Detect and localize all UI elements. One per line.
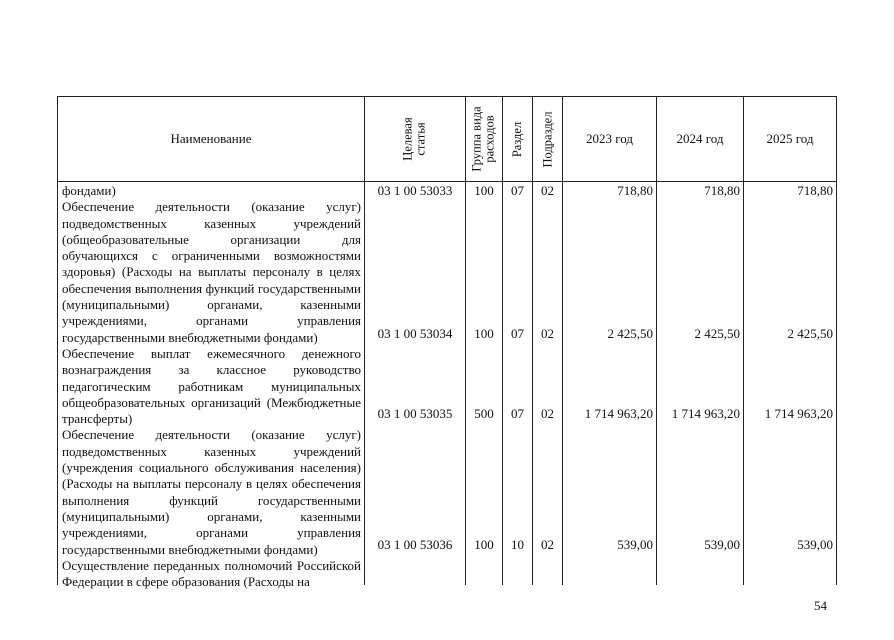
header-subsection xyxy=(533,97,562,181)
row2-2025: 2 425,50 xyxy=(787,326,833,341)
row2-section: 07 xyxy=(511,326,524,341)
row3-section: 07 xyxy=(511,406,524,421)
row4-target: 03 1 00 53036 xyxy=(377,537,453,552)
header-section-label: Раздел xyxy=(510,121,525,157)
row3-2025: 1 714 963,20 xyxy=(764,406,833,421)
header-name-label: Наименование xyxy=(170,131,252,146)
header-name xyxy=(58,97,364,181)
header-2024-label: 2024 год xyxy=(676,131,724,146)
header-group-label: Группа вида расходов xyxy=(470,106,498,172)
row1-2025: 718,80 xyxy=(797,183,833,198)
row2-2023: 2 425,50 xyxy=(607,326,653,341)
row1-section: 07 xyxy=(511,183,524,198)
header-section xyxy=(503,97,532,181)
header-target xyxy=(365,97,465,181)
budget-table xyxy=(57,96,837,590)
row4-2024: 539,00 xyxy=(704,537,740,552)
row3-group: 500 xyxy=(474,406,494,421)
row3-subsection: 02 xyxy=(541,406,554,421)
row3-2023: 1 714 963,20 xyxy=(584,406,653,421)
row1-group: 100 xyxy=(474,183,494,198)
header-2023 xyxy=(563,97,656,181)
row3-target: 03 1 00 53035 xyxy=(377,406,453,421)
header-subsection-label: Подраздел xyxy=(540,111,554,167)
row1-subsection: 02 xyxy=(541,183,554,198)
row2-subsection: 02 xyxy=(541,326,554,341)
row2-target: 03 1 00 53034 xyxy=(377,326,453,341)
header-target-label: Целевая статья xyxy=(401,117,428,161)
row3-2024: 1 714 963,20 xyxy=(671,406,740,421)
row4-group: 100 xyxy=(474,537,494,552)
row1-target: 03 1 00 53033 xyxy=(377,183,453,198)
row4-2025: 539,00 xyxy=(797,537,833,552)
description-text: фондами) Обеспечение деятельности (оказание услуг) подведомственных казенных учреждений (общеобразовательные организации для обучающихся с ограниченными возможностями здоровья) (Расходы на выплаты персоналу в целях обеспечения выполнения функций государственными (муниципальными) органами, казенными учреждениями, органами управления государственными внебюджетными фондами) Обеспечение выплат ежемесячного денежного вознаграждения за классное руководство педагогическим работникам муниципальных общеобразовательных организаций (Межбюджетные трансферты) Обеспечение деятельности (оказание услуг) подведомственных казенных учреждений (учреждения социального обслуживания населения) (Расходы на выплаты персоналу в целях обеспечения выполнения функций государственными (муниципальными) органами, казенными учреждениями, органами управления государственными внебюджетными фондами) Осуществление переданных полномочий Российской Федерации в сфере образования (Расходы на xyxy=(62,183,361,590)
header-divider xyxy=(58,181,836,182)
row4-subsection: 02 xyxy=(541,537,554,552)
row1-2023: 718,80 xyxy=(617,183,653,198)
header-2025-label: 2025 год xyxy=(766,131,814,146)
header-2025 xyxy=(744,97,836,181)
row2-2024: 2 425,50 xyxy=(694,326,740,341)
row2-group: 100 xyxy=(474,326,494,341)
header-2023-label: 2023 год xyxy=(586,131,633,146)
header-2024 xyxy=(657,97,743,181)
row4-section: 10 xyxy=(511,537,524,552)
header-group xyxy=(466,97,502,181)
row4-2023: 539,00 xyxy=(617,537,653,552)
page-number: 54 xyxy=(814,598,827,613)
row1-2024: 718,80 xyxy=(704,183,740,198)
